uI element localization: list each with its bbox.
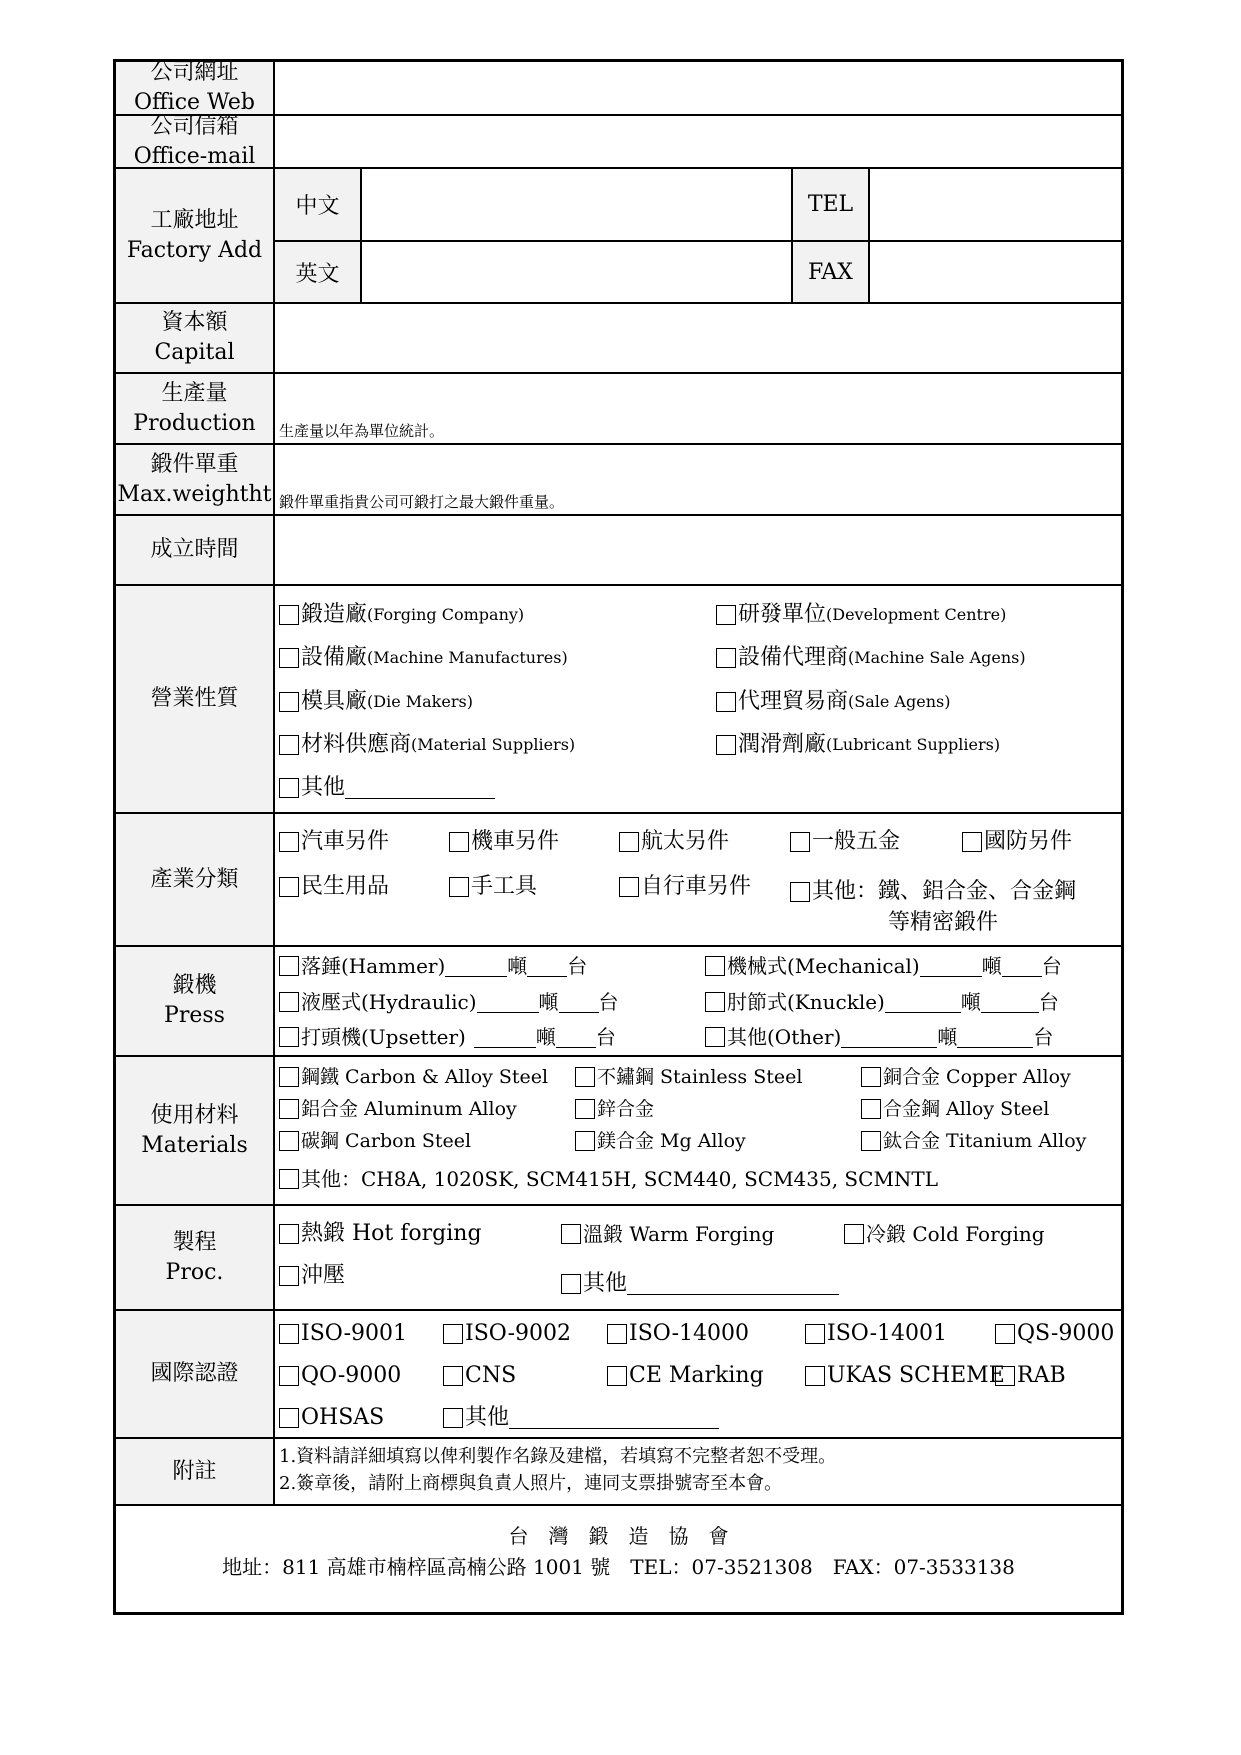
option-sale-agens[interactable]: 代理貿易商 (Sale Agens) [716, 688, 950, 716]
checkbox[interactable] [861, 1131, 881, 1151]
ton-blank[interactable] [885, 992, 961, 1013]
option-bicycle-parts[interactable]: 自行車另件 [619, 873, 751, 901]
remarks-text [275, 1439, 1121, 1504]
process-options [275, 1206, 1121, 1309]
label-zh: 國際認證 [150, 1361, 239, 1386]
remark-line-2: 2.簽章後，請附上商標與負責人照片，連同支票掛號寄至本會。 [279, 1473, 783, 1494]
chinese-address-field[interactable] [362, 169, 793, 242]
label-zh: 營業性質 [150, 686, 239, 711]
option-hand-tools[interactable]: 手工具 [449, 873, 537, 901]
label-en: Proc. [165, 1259, 224, 1285]
option-industry-other[interactable]: 其他：鐵、鋁合金、合金鋼 [790, 878, 1076, 906]
checkbox[interactable] [449, 832, 469, 852]
row-office-web [116, 62, 1121, 116]
option-press-other[interactable]: 其他(Other) 噸 台 [705, 1023, 1053, 1051]
checkbox[interactable] [279, 877, 299, 897]
row-business [116, 586, 1121, 814]
row-industry [116, 814, 1121, 947]
checkbox[interactable] [279, 1027, 299, 1047]
unit-blank[interactable] [559, 992, 599, 1013]
label-zh: 公司信箱 [150, 113, 239, 139]
option-cold-forging[interactable]: 冷鍛 Cold Forging [844, 1220, 1045, 1248]
label-en: Production [133, 410, 256, 436]
label-founded [116, 516, 275, 584]
ton-blank[interactable] [477, 992, 539, 1013]
label-en: Materials [141, 1132, 248, 1158]
option-hot-forging[interactable]: 熱鍛 Hot forging [279, 1220, 482, 1248]
label-certification [116, 1311, 275, 1437]
checkbox[interactable] [790, 882, 810, 902]
office-mail-field[interactable] [275, 116, 1121, 167]
row-factory [116, 169, 1121, 304]
checkbox[interactable] [279, 1169, 299, 1189]
checkbox[interactable] [861, 1067, 881, 1087]
checkbox[interactable] [279, 1224, 299, 1244]
weight-field[interactable] [275, 445, 1121, 514]
row-process [116, 1206, 1121, 1311]
row-founded [116, 516, 1121, 586]
option-hydraulic[interactable]: 液壓式(Hydraulic) 噸 台 [279, 988, 619, 1016]
option-carbon-alloy-steel[interactable]: 鋼鐵 Carbon & Alloy Steel [279, 1063, 548, 1091]
checkbox[interactable] [279, 648, 299, 668]
checkbox[interactable] [279, 778, 299, 798]
option-cert-other[interactable]: 其他 [443, 1404, 719, 1432]
label-materials [116, 1057, 275, 1204]
unit-blank[interactable] [527, 956, 567, 977]
option-mechanical[interactable]: 機械式(Mechanical) 噸 台 [705, 952, 1062, 980]
checkbox[interactable] [279, 1366, 299, 1386]
label-press [116, 947, 275, 1055]
fax-field[interactable] [870, 242, 1121, 302]
checkbox[interactable] [619, 877, 639, 897]
checkbox[interactable] [607, 1366, 627, 1386]
checkbox[interactable] [805, 1366, 825, 1386]
certification-options [275, 1311, 1121, 1437]
option-iso-9001[interactable]: ISO-9001 [279, 1320, 407, 1348]
option-titanium-alloy[interactable]: 鈦合金 Titanium Alloy [861, 1127, 1086, 1155]
label-office-web [116, 62, 275, 114]
option-iso-14000[interactable]: ISO-14000 [607, 1320, 749, 1348]
label-zh: 鍛件單重 [150, 451, 239, 477]
label-zh: 生產量 [161, 380, 228, 406]
option-materials-other[interactable]: 其他：CH8A, 1020SK, SCM415H, SCM440, SCM435, SCMNTL [279, 1165, 938, 1193]
unit-blank[interactable] [556, 1027, 596, 1048]
option-process-other[interactable]: 其他 [561, 1270, 839, 1298]
checkbox[interactable] [279, 735, 299, 755]
label-zh: 製程 [172, 1229, 217, 1255]
option-cns[interactable]: CNS [443, 1362, 516, 1390]
checkbox[interactable] [790, 832, 810, 852]
label-industry [116, 814, 275, 945]
label-capital [116, 304, 275, 372]
checkbox[interactable] [805, 1324, 825, 1344]
option-auto-parts[interactable]: 汽車另件 [279, 828, 389, 856]
organization-address: 地址：811 高雄市楠梓區高楠公路 1001 號 TEL：07-3521308 FAX：07-3533138 [222, 1555, 1015, 1579]
row-press [116, 947, 1121, 1057]
ton-blank[interactable] [841, 1027, 937, 1048]
checkbox[interactable] [443, 1324, 463, 1344]
checkbox[interactable] [861, 1099, 881, 1119]
capital-field[interactable] [275, 304, 1121, 372]
label-en: Office Web [134, 90, 255, 115]
checkbox[interactable] [619, 832, 639, 852]
label-zh: 產業分類 [150, 866, 239, 892]
english-label: 英文 [275, 242, 362, 302]
unit-blank[interactable] [1002, 956, 1042, 977]
label-zh: 公司網址 [150, 60, 239, 85]
checkbox[interactable] [716, 648, 736, 668]
checkbox[interactable] [995, 1324, 1015, 1344]
option-rab[interactable]: RAB [995, 1362, 1066, 1390]
option-carbon-steel[interactable]: 碳鋼 Carbon Steel [279, 1127, 471, 1155]
checkbox[interactable] [279, 1067, 299, 1087]
production-field[interactable] [275, 374, 1121, 443]
label-production [116, 374, 275, 443]
chinese-label: 中文 [275, 169, 362, 242]
option-stamping[interactable]: 沖壓 [279, 1262, 345, 1290]
option-hammer[interactable]: 落錘(Hammer) 噸 台 [279, 952, 587, 980]
option-motorcycle-parts[interactable]: 機車另件 [449, 828, 559, 856]
option-stainless-steel[interactable]: 不鏽鋼 Stainless Steel [575, 1063, 802, 1091]
row-weight [116, 445, 1121, 516]
checkbox[interactable] [279, 1408, 299, 1428]
option-ukas-scheme[interactable]: UKAS SCHEME [805, 1362, 1005, 1390]
option-consumer-goods[interactable]: 民生用品 [279, 873, 389, 901]
checkbox[interactable] [561, 1224, 581, 1244]
option-development-centre[interactable]: 研發單位 (Development Centre) [716, 601, 1006, 629]
checkbox[interactable] [575, 1099, 595, 1119]
production-note: 生產量以年為單位統計。 [279, 422, 445, 440]
ton-blank[interactable] [920, 956, 982, 977]
office-web-field[interactable] [275, 62, 1121, 114]
row-office-mail [116, 113, 1121, 169]
label-weight [116, 445, 275, 514]
row-capital [116, 304, 1121, 374]
option-aluminum-alloy[interactable]: 鋁合金 Aluminum Alloy [279, 1095, 517, 1123]
organization-name: 台 灣 鍛 造 協 會 [508, 1524, 729, 1548]
checkbox[interactable] [443, 1366, 463, 1386]
label-zh: 成立時間 [150, 537, 239, 562]
option-iso-14001[interactable]: ISO-14001 [805, 1320, 947, 1348]
checkbox[interactable] [279, 692, 299, 712]
label-remarks [116, 1439, 275, 1504]
option-alloy-steel[interactable]: 合金鋼 Alloy Steel [861, 1095, 1049, 1123]
unit-blank[interactable] [957, 1027, 1033, 1048]
checkbox[interactable] [716, 692, 736, 712]
ton-blank[interactable] [445, 956, 507, 977]
option-material-suppliers[interactable]: 材料供應商 (Material Suppliers) [279, 731, 575, 759]
row-footer [116, 1506, 1121, 1612]
industry-options [275, 814, 1121, 945]
row-production [116, 374, 1121, 445]
press-options [275, 947, 1121, 1055]
option-zinc-alloy[interactable]: 鋅合金 [575, 1095, 654, 1123]
label-en: Factory Add [126, 237, 263, 263]
label-zh: 鍛機 [172, 973, 217, 998]
option-machine-manufactures[interactable]: 設備廠 (Machine Manufactures) [279, 644, 568, 672]
option-aerospace-parts[interactable]: 航太另件 [619, 828, 729, 856]
label-factory [116, 169, 275, 302]
checkbox[interactable] [575, 1067, 595, 1087]
checkbox[interactable] [995, 1366, 1015, 1386]
option-qs-9000[interactable]: QS-9000 [995, 1320, 1114, 1348]
option-die-makers[interactable]: 模具廠 (Die Makers) [279, 688, 473, 716]
label-zh: 附註 [172, 1458, 217, 1484]
checkbox[interactable] [279, 1099, 299, 1119]
industry-other-continued: 等精密鍛件 [888, 910, 999, 935]
blank-line[interactable] [345, 778, 495, 799]
blank-line[interactable] [509, 1408, 719, 1429]
checkbox[interactable] [279, 1324, 299, 1344]
founded-field[interactable] [275, 516, 1121, 584]
label-en: Capital [154, 340, 235, 365]
checkbox[interactable] [279, 992, 299, 1012]
ton-blank[interactable] [474, 1027, 536, 1048]
checkbox[interactable] [844, 1224, 864, 1244]
option-defense-parts[interactable]: 國防另件 [962, 828, 1072, 856]
checkbox[interactable] [561, 1274, 581, 1294]
checkbox[interactable] [705, 1027, 725, 1047]
row-materials [116, 1057, 1121, 1206]
option-ce-marking[interactable]: CE Marking [607, 1362, 764, 1390]
option-iso-9002[interactable]: ISO-9002 [443, 1320, 571, 1348]
checkbox[interactable] [279, 956, 299, 976]
option-copper-alloy[interactable]: 銅合金 Copper Alloy [861, 1063, 1071, 1091]
label-zh: 使用材料 [150, 1102, 239, 1128]
remark-line-1: 1.資料請詳細填寫以俾利製作名錄及建檔，若填寫不完整者恕不受理。 [279, 1446, 837, 1467]
checkbox[interactable] [716, 605, 736, 625]
checkbox[interactable] [279, 605, 299, 625]
checkbox[interactable] [607, 1324, 627, 1344]
tel-label: TEL [793, 169, 870, 242]
option-forging-company[interactable]: 鍛造廠 (Forging Company) [279, 601, 524, 629]
blank-line[interactable] [627, 1274, 839, 1295]
option-mg-alloy[interactable]: 鎂合金 Mg Alloy [575, 1127, 746, 1155]
business-options [275, 586, 1121, 812]
label-en: Max.weightht [117, 481, 272, 507]
materials-options [275, 1057, 1121, 1204]
row-remarks [116, 1439, 1121, 1506]
checkbox[interactable] [443, 1408, 463, 1428]
label-office-mail [116, 113, 275, 169]
membership-form [113, 59, 1124, 1615]
checkbox[interactable] [279, 1131, 299, 1151]
option-upsetter[interactable]: 打頭機(Upsetter) 噸 台 [279, 1023, 616, 1051]
checkbox[interactable] [575, 1131, 595, 1151]
weight-note: 鍛件單重指貴公司可鍛打之最大鍛件重量。 [279, 493, 565, 511]
tel-field[interactable] [870, 169, 1121, 242]
checkbox[interactable] [705, 956, 725, 976]
label-en: Office-mail [133, 143, 256, 169]
label-process [116, 1206, 275, 1309]
option-ohsas[interactable]: OHSAS [279, 1404, 384, 1432]
option-lubricant-suppliers[interactable]: 潤滑劑廠 (Lubricant Suppliers) [716, 731, 1000, 759]
label-zh: 工廠地址 [150, 207, 239, 233]
checkbox[interactable] [279, 832, 299, 852]
label-zh: 資本額 [161, 310, 228, 335]
option-business-other[interactable]: 其他 [279, 774, 495, 802]
option-knuckle[interactable]: 肘節式(Knuckle) 噸 台 [705, 988, 1059, 1016]
option-machine-sale-agens[interactable]: 設備代理商 (Machine Sale Agens) [716, 644, 1026, 672]
checkbox[interactable] [962, 832, 982, 852]
option-hardware[interactable]: 一般五金 [790, 828, 900, 856]
row-certification [116, 1311, 1121, 1439]
option-warm-forging[interactable]: 溫鍛 Warm Forging [561, 1220, 774, 1248]
label-en: Press [164, 1003, 225, 1028]
unit-blank[interactable] [981, 992, 1039, 1013]
factory-grid [275, 169, 1121, 302]
fax-label: FAX [793, 242, 870, 302]
checkbox[interactable] [449, 877, 469, 897]
option-qo-9000[interactable]: QO-9000 [279, 1362, 401, 1390]
checkbox[interactable] [716, 735, 736, 755]
english-address-field[interactable] [362, 242, 793, 302]
checkbox[interactable] [279, 1266, 299, 1286]
checkbox[interactable] [705, 992, 725, 1012]
label-business [116, 586, 275, 812]
